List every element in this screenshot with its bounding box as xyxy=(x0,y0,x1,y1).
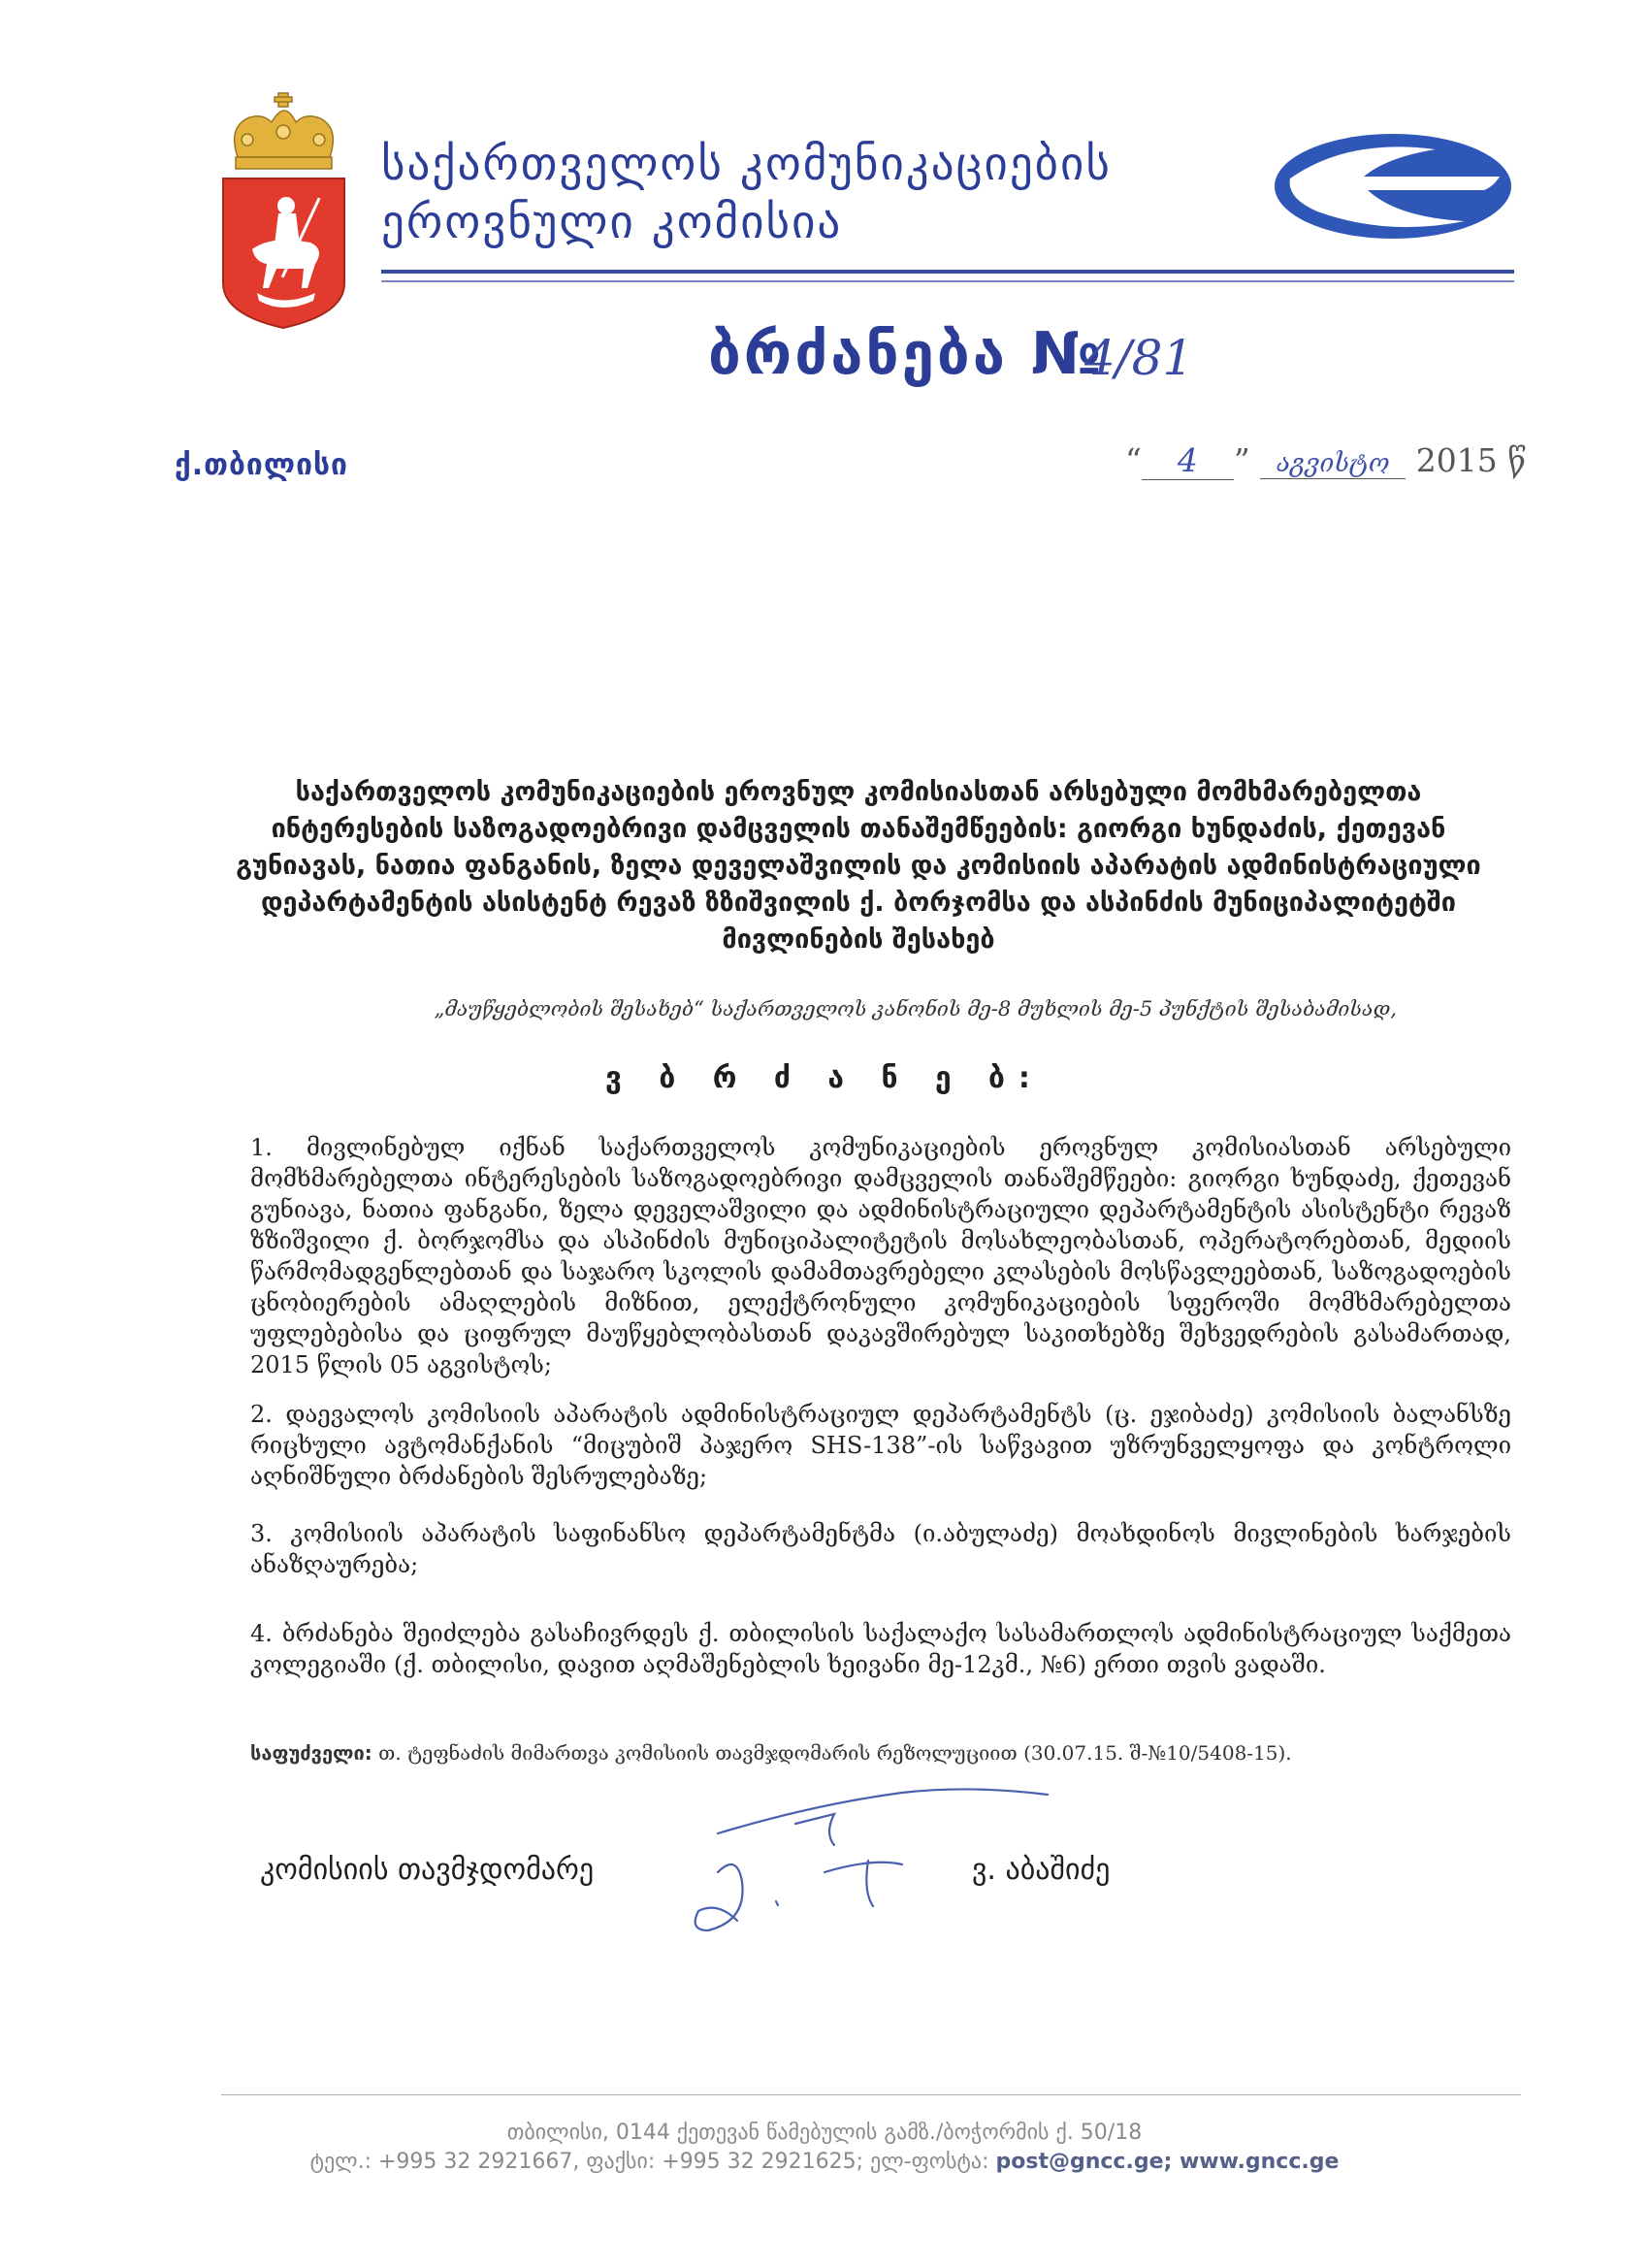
chairman-label: კომისიის თავმჯდომარე xyxy=(260,1853,595,1887)
org-name-line1: საქართველოს კომუნიკაციების xyxy=(381,138,1112,191)
basis-note xyxy=(250,1741,1292,1765)
date-quote-open: “ xyxy=(1125,441,1142,479)
order-title: ბრძანება № xyxy=(708,320,1105,388)
basis-note-label: საფუძველი: xyxy=(250,1741,372,1765)
legal-basis: „მაუწყებლობის შესახებ“ საქართველოს კანონის მე-8 მუხლის მე-5 პუნქტის შესაბამისად, xyxy=(434,997,1397,1021)
gncc-logo-icon xyxy=(1271,128,1515,243)
city-label: ქ.თბილისი xyxy=(175,448,348,482)
paragraph-1: 1. მივლინებულ იქნან საქართველოს კომუნიკაციების ეროვნულ კომისიასთან არსებული მომხმარებელთა ინტერესების საზოგადოებრივი დამცველის თანაშემწეები: გიორგი ხუნდაძე, ქეთევან გუნიავა, ნათია ფანგანი, ზელა დეველაშვილი და ადმინისტრაციული დეპარტამენტის ასისტენტი რევაზ ზზიშვილი ქ. ბორჯომსა და ასპინძის მუნიციპალიტეტის მოსახლეობასთან, ოპერატორებთან, მედიის წარმომადგენლებთან და საჯარო სკოლის დამამთავრებელი კლასების მოსწავლეებთან, საზოგადოების ცნობიერების ამაღლების მიზნით, ელექტრონული კომუნიკაციების სფეროში მომხმარებელთა უფლებებისა და ციფრულ მაუწყებლობასთან დაკავშირებულ საკითხებზე შეხვედრების გასამართად, 2015 წლის 05 აგვისტოს; xyxy=(250,1134,1511,1378)
date-day: 4 xyxy=(1142,441,1234,480)
basis-note-text: თ. ტეფნაძის მიმართვა კომისიის თავმჯდომარის რეზოლუციით (30.07.15. შ-№10/5408-15). xyxy=(378,1741,1292,1765)
header-rule-thin xyxy=(381,280,1514,282)
paragraph-4: 4. ბრძანება შეიძლება გასაჩივრდეს ქ. თბილისის საქალაქო სასამართლოს ადმინისტრაციულ საქმეთა კოლეგიაში (ქ. თბილისი, დავით აღმაშენებლის ხეივანი მე-12კმ., №6) ერთი თვის ვადაში. xyxy=(250,1620,1511,1678)
header-rule xyxy=(381,270,1514,274)
order-subject: საქართველოს კომუნიკაციების ეროვნულ კომისიასთან არსებული მომხმარებელთა ინტერესების საზოგადოებრივი დამცველის თანაშემწეების: გიორგი ხუნდაძის, ქეთევან გუნიავას, ნათია ფანგანის, ზელა დეველაშვილის და კომისიის აპარატის ადმინისტრაციული დეპარტამენტის ასისტენტ რევაზ ზზიშვილის ქ. ბორჯომსა და ასპინძის მუნიციპალიტეტში მივლინების შესახებ xyxy=(236,777,1481,955)
chairman-name: ვ. აბაშიძე xyxy=(972,1853,1111,1887)
footer-phone-fax: ტელ.: +995 32 2921667, ფაქსი: +995 32 2921625; ელ-ფოსტა: xyxy=(309,2150,989,2174)
footer-rule xyxy=(221,2094,1521,2095)
footer-contacts xyxy=(0,2150,1649,2174)
date-year: 2015 წ xyxy=(1415,441,1527,479)
org-name-line2: ეროვნული კომისია xyxy=(381,196,843,249)
organization-name xyxy=(381,136,1112,252)
paragraph-3: 3. კომისიის აპარატის საფინანსო დეპარტამენტმა (ი.აბულაძე) მოახდინოს მივლინების ხარჯების ანაზღაურება; xyxy=(250,1520,1511,1578)
coat-of-arms-icon xyxy=(218,89,349,330)
paragraph-2: 2. დაევალოს კომისიის აპარატის ადმინისტრაციულ დეპარტამენტს (ც. ეჯიბაძე) კომისიის ბალანსზე რიცხული ავტომანქანის “მიცუბიშ პაჯერო SHS-138”-ის საწვავით უზრუნველყოფა და კონტროლი აღნიშნული ბრძანების შესრულებაზე; xyxy=(250,1401,1511,1490)
decree-heading: ვ ბ რ ძ ა ნ ე ბ: xyxy=(605,1061,1044,1095)
order-number: 4/81 xyxy=(1084,330,1194,386)
footer-address: თბილისი, 0144 ქეთევან წამებულის გამზ./ბოჭორმის ქ. 50/18 xyxy=(506,2121,1143,2145)
date-quote-close: ” xyxy=(1233,441,1250,479)
date-month: აგვისტო xyxy=(1260,449,1406,479)
order-date xyxy=(1125,441,1526,480)
footer-email-web[interactable]: post@gncc.ge; www.gncc.ge xyxy=(995,2150,1340,2174)
